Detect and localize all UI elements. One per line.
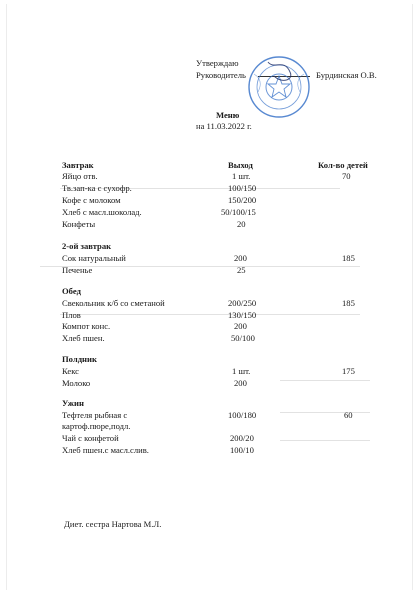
menu-item: Тв.зап-ка с сухофр. [62,183,132,193]
dietitian-signature: Диет. сестра Нартова М.Л. [64,519,162,529]
approver-name: Бурдинская О.В. [316,70,377,80]
menu-title: Меню [216,110,240,120]
menu-item-yield: 1 шт. [232,366,251,376]
menu-item: Яйцо отв. [62,171,98,181]
menu-item-yield: 100/180 [228,410,257,420]
column-header-children: Кол-во детей [318,160,368,170]
menu-item: Конфеты [62,219,96,229]
menu-item: Кекс [62,366,79,376]
children-count: 60 [344,410,353,420]
children-count: 185 [342,253,355,263]
approve-label: Утверждаю [196,58,239,68]
menu-item-yield: 25 [237,265,246,275]
menu-item: Чай с конфетой [62,433,119,443]
meal-header-second-breakfast: 2-ой завтрак [62,241,112,251]
show-through-line [280,380,370,381]
menu-item-yield: 1 шт. [232,171,251,181]
menu-item-yield: 200 [234,253,247,263]
menu-item: Молоко [62,378,91,388]
approver-position: Руководитель [196,70,246,80]
page-edge-right [412,4,413,590]
show-through-line [280,440,370,441]
show-through-line [280,412,370,413]
menu-item: Плов [62,310,81,320]
menu-date: на 11.03.2022 г. [196,121,252,131]
show-through-line [60,314,360,315]
menu-item: Хлеб пшен. [62,333,105,343]
menu-item-yield: 150/200 [228,195,257,205]
menu-item-yield: 100/150 [228,183,257,193]
menu-item-continued: картоф.пюре,подл. [62,421,131,431]
meal-header-dinner: Ужин [62,398,84,408]
meal-header-afternoon-snack: Полдник [62,354,97,364]
meal-header-lunch: Обед [62,286,81,296]
menu-item-yield: 200 [234,378,247,388]
menu-item: Печенье [62,265,93,275]
menu-item-yield: 200 [234,321,247,331]
menu-item: Компот конс. [62,321,111,331]
menu-item: Кофе с молоком [62,195,121,205]
menu-item: Хлеб с масл.шоколад. [62,207,142,217]
children-count: 70 [342,171,351,181]
menu-item-yield: 20 [237,219,246,229]
menu-item-yield: 50/100 [231,333,255,343]
menu-item-yield: 200/20 [230,433,254,443]
meal-header-breakfast: Завтрак [62,160,94,170]
menu-item-yield: 200/250 [228,298,257,308]
menu-item: Сок натуральный [62,253,126,263]
column-header-yield: Выход [228,160,253,170]
menu-item-yield: 100/10 [230,445,254,455]
children-count: 175 [342,366,355,376]
menu-item: Хлеб пшен.с масл.слив. [62,445,149,455]
menu-item: Тефтеля рыбная с [62,410,128,420]
menu-item-yield: 50/100/15 [221,207,256,217]
children-count: 185 [342,298,355,308]
menu-item-yield: 130/150 [228,310,257,320]
page-edge-left [6,4,7,590]
menu-item: Свекольник к/б со сметаной [62,298,165,308]
stamp-seal-icon [244,54,314,120]
